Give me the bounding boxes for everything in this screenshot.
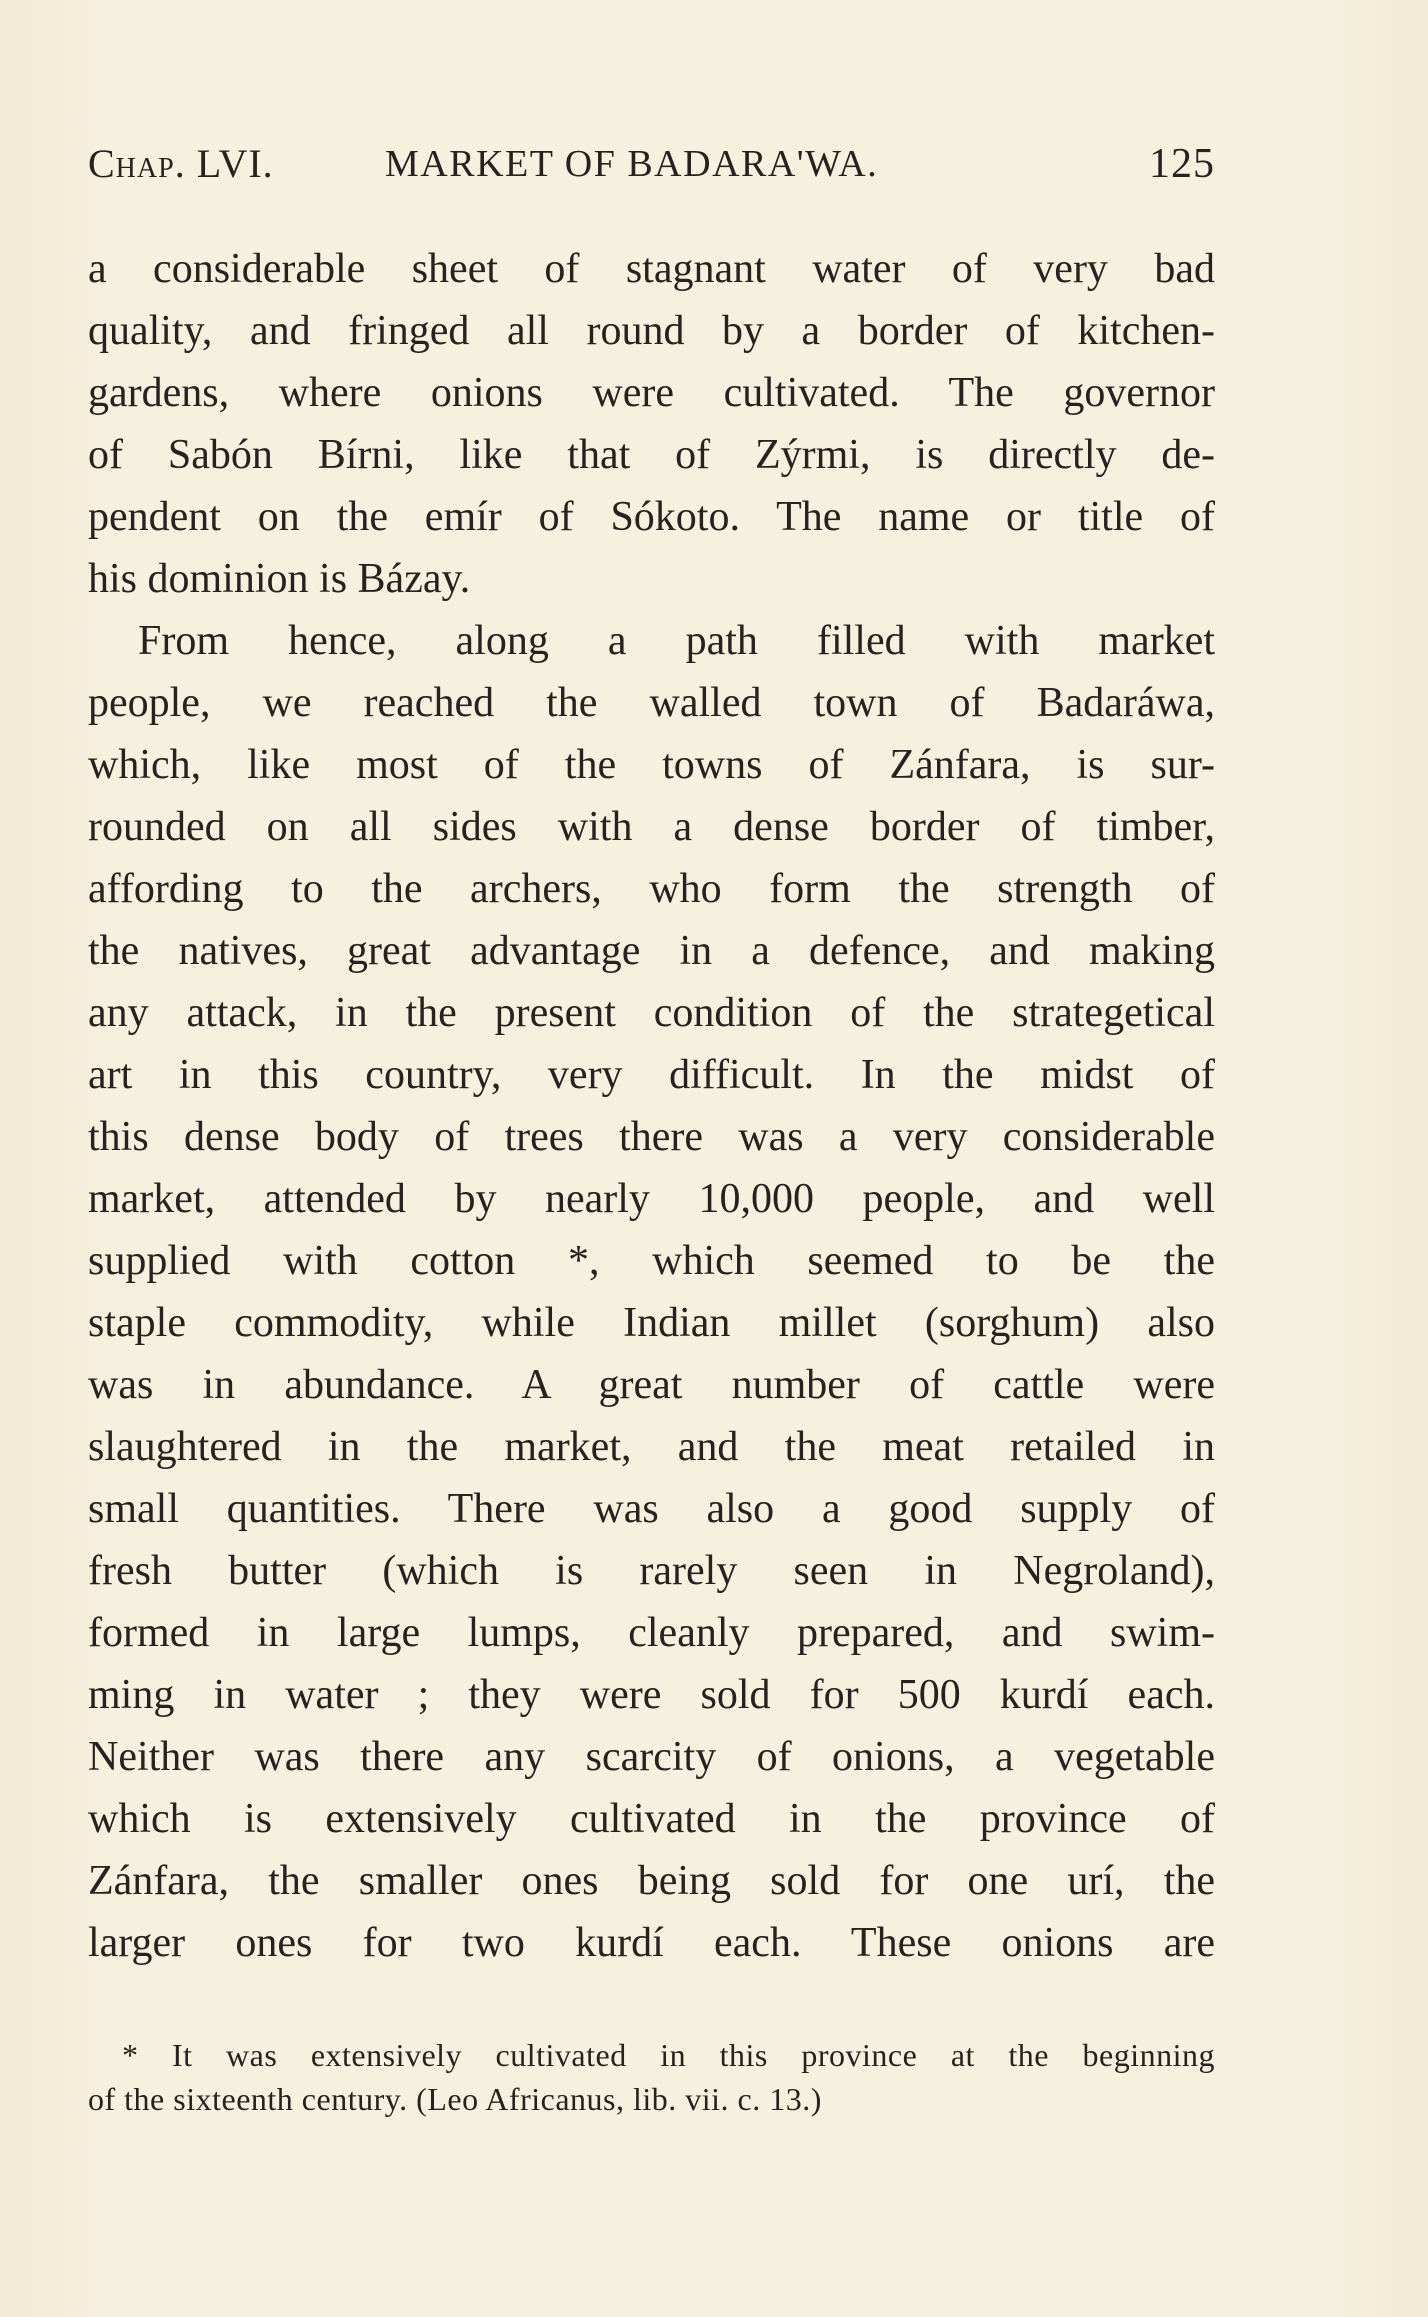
- text-line: this dense body of trees there was a very considerable: [88, 1114, 1215, 1160]
- text-line: which is extensively cultivated in the province of: [88, 1796, 1215, 1842]
- text-line: formed in large lumps, cleanly prepared, and swim-: [88, 1610, 1215, 1656]
- text-line: quality, and fringed all round by a border of kitchen-: [88, 308, 1215, 354]
- running-title: MARKET OF BADARA'WA.: [385, 143, 879, 185]
- text-line: which, like most of the towns of Zánfara, is sur-: [88, 742, 1215, 788]
- text-line: supplied with cotton *, which seemed to be the: [88, 1238, 1215, 1284]
- text-line: a considerable sheet of stagnant water of very bad: [88, 246, 1215, 292]
- footnote: [88, 2033, 1215, 2121]
- text-line: slaughtered in the market, and the meat retailed in: [88, 1424, 1215, 1470]
- text-line: fresh butter (which is rarely seen in Negroland),: [88, 1548, 1215, 1594]
- running-head: [88, 136, 1215, 192]
- text-line: gardens, where onions were cultivated. The governor: [88, 370, 1215, 416]
- text-line: of Sabón Bírni, like that of Zýrmi, is directly de-: [88, 432, 1215, 478]
- text-line: market, attended by nearly 10,000 people, and well: [88, 1176, 1215, 1222]
- text-line: people, we reached the walled town of Badaráwa,: [88, 680, 1215, 726]
- text-line: ming in water ; they were sold for 500 kurdí each.: [88, 1672, 1215, 1718]
- text-line: his dominion is Bázay.: [88, 556, 471, 602]
- text-line: any attack, in the present condition of the strategetical: [88, 990, 1215, 1036]
- page-number: 125: [1149, 141, 1215, 187]
- text-line: art in this country, very difficult. In the midst of: [88, 1052, 1215, 1098]
- text-line: small quantities. There was also a good supply of: [88, 1486, 1215, 1532]
- text-line: Zánfara, the smaller ones being sold for one urí, the: [88, 1858, 1215, 1904]
- text-line: Neither was there any scarcity of onions, a vegetable: [88, 1734, 1215, 1780]
- chapter-label: Chap. LVI.: [88, 141, 274, 186]
- text-line: rounded on all sides with a dense border of timber,: [88, 804, 1215, 850]
- footnote-line: * It was extensively cultivated in this province at the beginning: [122, 2037, 1215, 2073]
- text-line: staple commodity, while Indian millet (sorghum) also: [88, 1300, 1215, 1346]
- footnote-line: of the sixteenth century. (Leo Africanus, lib. vii. c. 13.): [88, 2081, 822, 2117]
- text-line: the natives, great advantage in a defence, and making: [88, 928, 1215, 974]
- text-line: affording to the archers, who form the strength of: [88, 866, 1215, 912]
- text-line: larger ones for two kurdí each. These onions are: [88, 1920, 1215, 1966]
- body-text: [88, 238, 1215, 1974]
- text-line: was in abundance. A great number of cattle were: [88, 1362, 1215, 1408]
- text-line: pendent on the emír of Sókoto. The name or title of: [88, 494, 1215, 540]
- text-line: From hence, along a path filled with market: [138, 618, 1215, 664]
